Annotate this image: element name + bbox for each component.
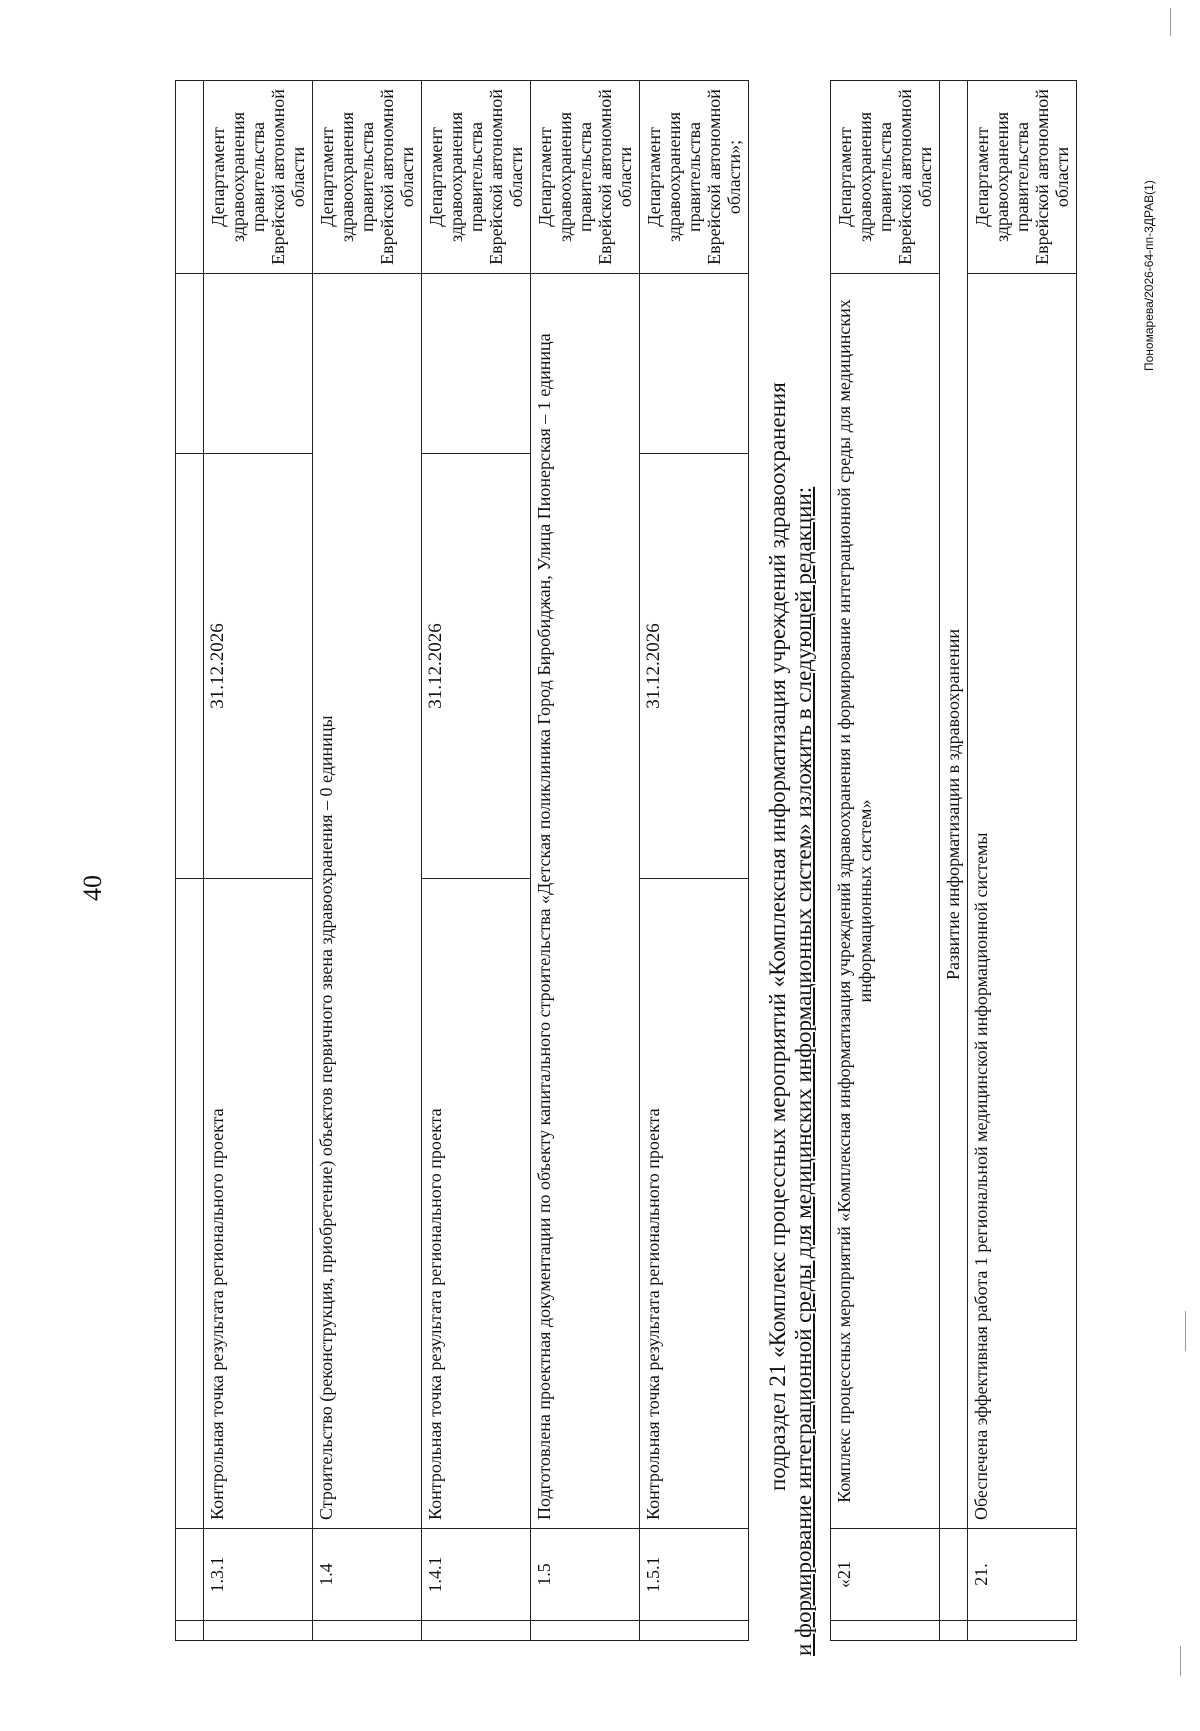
- table-cell: [640, 1621, 749, 1641]
- table-cell: [313, 1621, 422, 1641]
- row-name: Контрольная точка результата регионального проекта: [204, 879, 313, 1529]
- table-cell: [940, 1529, 968, 1621]
- row-responsible: Департамент здравоохранения правительства Еврейской автономной области: [204, 81, 313, 274]
- table-row: [531, 81, 640, 1641]
- row-name: Подготовлена проектная документации по объекту капитального строительства «Детская поликлиника Город Биробиджан, Улица Пионерская – 1 единица: [531, 274, 640, 1529]
- table-cell: [422, 1621, 531, 1641]
- table-cell: [176, 274, 204, 454]
- document-code: Пономарева/2026-64-пп-3ДРАВ(1): [1142, 180, 1156, 371]
- table-row: [940, 81, 968, 1641]
- row-responsible: Департамент здравоохранения правительства Еврейской автономной области: [313, 81, 422, 274]
- row-number: 1.4: [313, 1529, 422, 1621]
- row-number: 1.5: [531, 1529, 640, 1621]
- scan-mark: [1170, 8, 1171, 36]
- table-cell: [831, 1621, 940, 1641]
- upper-table: [175, 80, 749, 1641]
- row-number: 1.5.1: [640, 1529, 749, 1621]
- table-cell: [176, 879, 204, 1529]
- table-row: [640, 81, 749, 1641]
- table-cell: [531, 1621, 640, 1641]
- row-name: Строительство (реконструкция, приобретение) объектов первичного звена здравоохранения – 0 единицы: [313, 274, 422, 1529]
- row-number: 1.4.1: [422, 1529, 531, 1621]
- section-text-line: подраздел 21 «Комплекс процессных мероприятий «Комплексная информатизация учреждений здравоохранения: [765, 382, 790, 1491]
- row-name: Контрольная точка результата регионального проекта: [422, 879, 531, 1529]
- section-row: Развитие информатизации в здравоохранении: [940, 81, 968, 1529]
- table-row: [968, 81, 1077, 1641]
- table-cell: [968, 1621, 1077, 1641]
- section-text-line: и формирование интеграционной среды для медицинских информационных систем» изложить в следующей редакции:: [791, 486, 816, 1656]
- table-cell: [176, 1529, 204, 1621]
- table-row: [422, 81, 531, 1641]
- row-deadline: 31.12.2026: [422, 454, 531, 879]
- row-responsible: Департамент здравоохранения правительства Еврейской автономной области»;: [640, 81, 749, 274]
- table-cell: [204, 1621, 313, 1641]
- row-name: Обеспечена эффективная работа 1 региональной медицинской информационной системы: [968, 274, 1077, 1529]
- row-responsible: Департамент здравоохранения правительства Еврейской автономной области: [968, 81, 1077, 274]
- row-name: Контрольная точка результата регионального проекта: [640, 879, 749, 1529]
- table-cell: [422, 274, 531, 454]
- lower-table: [830, 80, 1077, 1641]
- table-cell: [176, 81, 204, 274]
- row-number: 1.3.1: [204, 1529, 313, 1621]
- table-cell: [204, 274, 313, 454]
- scan-mark: [1185, 1311, 1186, 1351]
- section-heading-text: [765, 80, 817, 1656]
- row-number: «21: [831, 1529, 940, 1621]
- row-name: Комплекс процессных мероприятий «Комплексная информатизация учреждений здравоохранения и формирование интеграционной среды для медицинских информационных систем»: [831, 274, 940, 1529]
- table-row: [313, 81, 422, 1641]
- row-deadline: 31.12.2026: [204, 454, 313, 879]
- table-cell: [176, 454, 204, 879]
- table-header-row: [176, 81, 204, 1641]
- row-number: 21.: [968, 1529, 1077, 1621]
- row-responsible: Департамент здравоохранения правительства Еврейской автономной области: [422, 81, 531, 274]
- row-responsible: Департамент здравоохранения правительства Еврейской автономной области: [831, 81, 940, 274]
- table-row: [204, 81, 313, 1641]
- table-cell: [940, 1621, 968, 1641]
- scan-mark: [1180, 1646, 1181, 1676]
- row-deadline: 31.12.2026: [640, 454, 749, 879]
- table-row: [831, 81, 940, 1641]
- page-number: 40: [78, 875, 107, 901]
- row-responsible: Департамент здравоохранения правительства Еврейской автономной области: [531, 81, 640, 274]
- table-cell: [176, 1621, 204, 1641]
- table-cell: [640, 274, 749, 454]
